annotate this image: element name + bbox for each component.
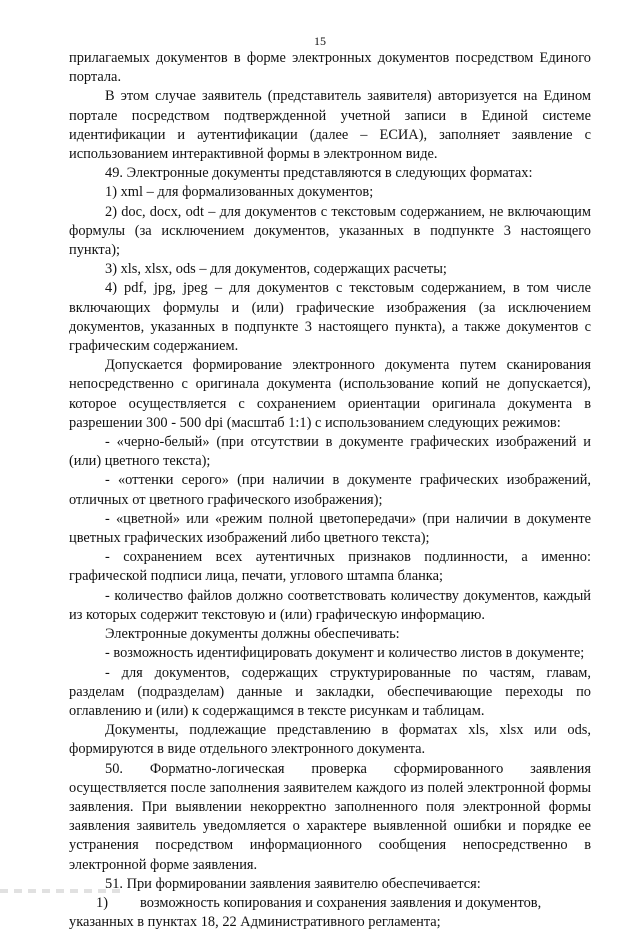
- paragraph: - возможность идентифицировать документ и количество листов в документе;: [105, 645, 585, 662]
- item-text: возможность копирования и сохранения заявления и документов,: [140, 894, 542, 911]
- paragraph: - для документов, содержащих структурированные по частям, главам, разделам (подразделам) данные и закладки, обеспечивающие переходы по оглавлению и (или) к содержащимся в тексте рисункам и таблицам.: [69, 664, 591, 719]
- paragraph: 3) xls, xlsx, ods – для документов, содержащих расчеты;: [105, 261, 447, 278]
- paragraph: 4) pdf, jpg, jpeg – для документов с текстовым содержанием, в том числе включающих формулы и (или) графические изображения (за исключением документов, указанных в подпункте 3 настоящего пункта), а также документов с графическим содержанием.: [69, 280, 591, 355]
- paragraph: - «оттенки серого» (при наличии в документе графических изображений, отличных от цветного графического изображения);: [69, 472, 591, 508]
- paragraph: - «черно-белый» (при отсутствии в документе графических изображений и (или) цветного текста);: [69, 434, 591, 470]
- page-number: 15: [314, 34, 326, 48]
- paragraph: Допускается формирование электронного документа путем сканирования непосредственно с оригинала документа (использование копий не допускается), которое осуществляется с сохранением ориентации оригинала документа в разрешении 300 - 500 dpi (масштаб 1:1) с использованием следующих режимов:: [69, 357, 591, 431]
- paragraph: - количество файлов должно соответствовать количеству документов, каждый из которых содержит текстовую и (или) графическую информацию.: [69, 587, 591, 623]
- paragraph: В этом случае заявитель (представитель заявителя) авторизуется на Едином портале посредством подтвержденной учетной записи в Единой системе идентификации и аутентификации (далее – ЕСИА), заполняет заявление с использованием интерактивной формы в электронном виде.: [69, 88, 591, 163]
- paragraph: 1) xml – для формализованных документов;: [105, 184, 374, 201]
- paragraph: 2) doc, docx, odt – для документов с текстовым содержанием, не включающим формулы (за исключением документов, указанных в подпункте 3 настоящего пункта);: [69, 203, 591, 259]
- paragraph: прилагаемых документов в форме электронных документов посредством Единого портала.: [69, 50, 591, 86]
- paragraph: - сохранением всех аутентичных признаков подлинности, а именно: графической подписи лица, печати, углового штампа бланка;: [69, 549, 591, 585]
- paragraph: Документы, подлежащие представлению в форматах xls, xlsx или ods, формируются в виде отдельного электронного документа.: [69, 722, 591, 758]
- item-continuation: указанных в пунктах 18, 22 Административного регламента;: [69, 914, 441, 931]
- scan-edge-artifact: [0, 889, 120, 893]
- item-marker: 1): [96, 894, 108, 911]
- document-body: [69, 49, 591, 932]
- paragraph: 50. Форматно-логическая проверка сформированного заявления осуществляется после заполнения заявителем каждого из полей электронной формы заявления. При выявлении некорректно заполненного поля электронной формы заявления заявитель уведомляется о характере выявленной ошибки и порядке ее устранения посредством информационного сообщения непосредственно в электронной форме заявления.: [69, 760, 591, 873]
- paragraph: 51. При формировании заявления заявителю обеспечивается:: [105, 875, 481, 892]
- paragraph: - «цветной» или «режим полной цветопередачи» (при наличии в документе цветных графических изображений либо цветного текста);: [69, 510, 591, 547]
- numbered-item: [69, 894, 591, 913]
- paragraph: 49. Электронные документы представляются в следующих форматах:: [105, 165, 533, 182]
- paragraph: Электронные документы должны обеспечивать:: [105, 626, 400, 643]
